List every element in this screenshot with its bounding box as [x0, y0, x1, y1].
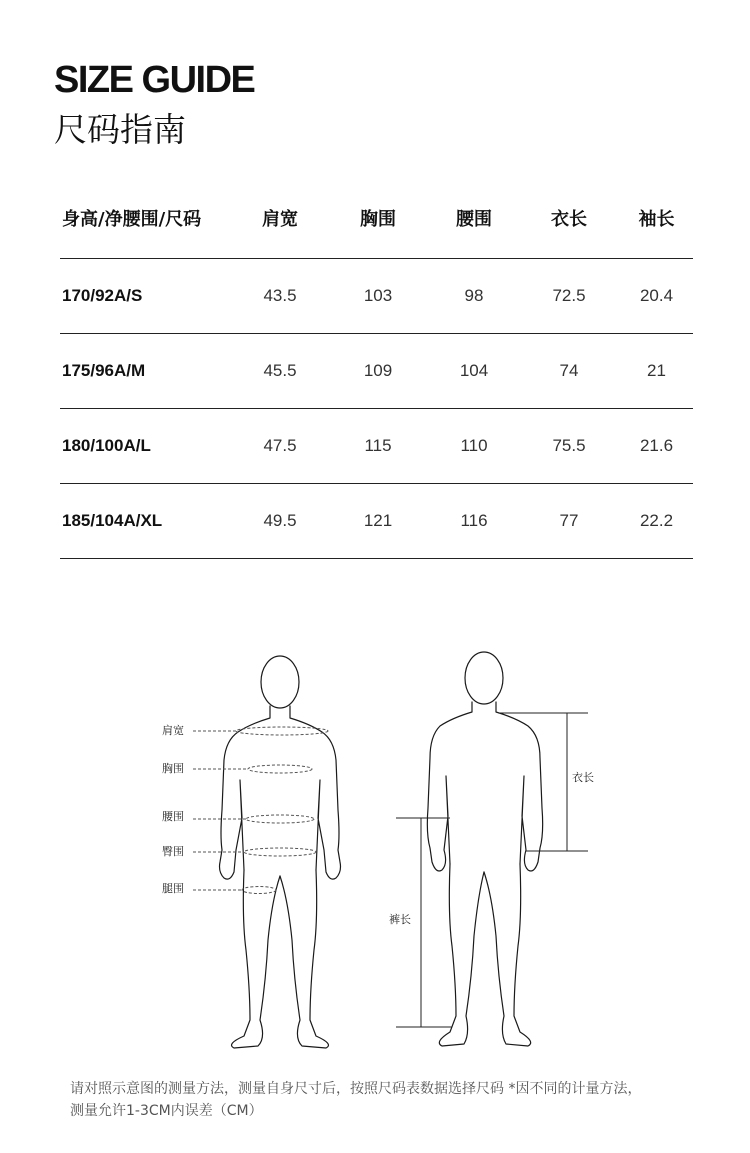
sleeve-cell: 21: [620, 334, 693, 409]
hip-measure-line: [244, 848, 316, 856]
table-row: [60, 334, 693, 409]
shoulder-cell: 43.5: [234, 259, 326, 334]
size-cell: 185/104A/XL: [60, 484, 234, 559]
waist-measure-line: [246, 815, 314, 823]
shoulder-cell: 49.5: [234, 484, 326, 559]
header-height-waist-size: 身高/净腰围/尺码: [62, 209, 202, 230]
size-table-header-row: [60, 178, 693, 259]
shoulder-measure-line: [236, 727, 328, 735]
waist-cell: 116: [430, 484, 518, 559]
chest-cell: 103: [326, 259, 430, 334]
shoulder-cell: 47.5: [234, 409, 326, 484]
sleeve-cell: 20.4: [620, 259, 693, 334]
table-row: [60, 259, 693, 334]
label-garment-length: 衣长: [572, 771, 594, 784]
size-cell: 180/100A/L: [60, 409, 234, 484]
sleeve-cell: 21.6: [620, 409, 693, 484]
sleeve-cell: 22.2: [620, 484, 693, 559]
chest-cell: 109: [326, 334, 430, 409]
length-cell: 77: [518, 484, 620, 559]
label-chest: 胸围: [162, 762, 184, 775]
chest-measure-line: [248, 765, 312, 773]
table-row: [60, 484, 693, 559]
measurement-diagram: [0, 640, 750, 1060]
measurement-note: [70, 1078, 710, 1122]
front-figure: [220, 656, 341, 1048]
waist-cell: 104: [430, 334, 518, 409]
chest-cell: 121: [326, 484, 430, 559]
note-line-1: 请对照示意图的测量方法，测量自身尺寸后，按照尺码表数据选择尺码 *因不同的计量方法，: [70, 1081, 642, 1097]
page-title-en: SIZE GUIDE: [54, 59, 255, 101]
label-pants-length: 裤长: [389, 913, 411, 926]
header-sleeve: 袖长: [638, 209, 675, 230]
thigh-measure-line: [242, 887, 276, 894]
size-table: [60, 178, 693, 559]
length-cell: 72.5: [518, 259, 620, 334]
label-waist: 腰围: [162, 810, 184, 823]
label-shoulder: 肩宽: [162, 724, 184, 737]
shoulder-cell: 45.5: [234, 334, 326, 409]
body-outline-illustration: [0, 640, 750, 1060]
length-cell: 75.5: [518, 409, 620, 484]
size-cell: 170/92A/S: [60, 259, 234, 334]
waist-cell: 110: [430, 409, 518, 484]
page-title-zh: 尺码指南: [54, 110, 186, 149]
header-waist: 腰围: [456, 209, 492, 230]
label-thigh: 腿围: [162, 882, 184, 895]
table-row: [60, 409, 693, 484]
waist-cell: 98: [430, 259, 518, 334]
note-line-2: 测量允许1-3CM内误差（CM）: [70, 1103, 263, 1119]
length-cell: 74: [518, 334, 620, 409]
header-chest: 胸围: [360, 209, 396, 230]
chest-cell: 115: [326, 409, 430, 484]
label-hip: 臀围: [162, 845, 184, 858]
header-shoulder: 肩宽: [262, 209, 298, 230]
back-figure: [427, 652, 542, 1046]
size-cell: 175/96A/M: [60, 334, 234, 409]
header-length: 衣长: [551, 209, 587, 230]
